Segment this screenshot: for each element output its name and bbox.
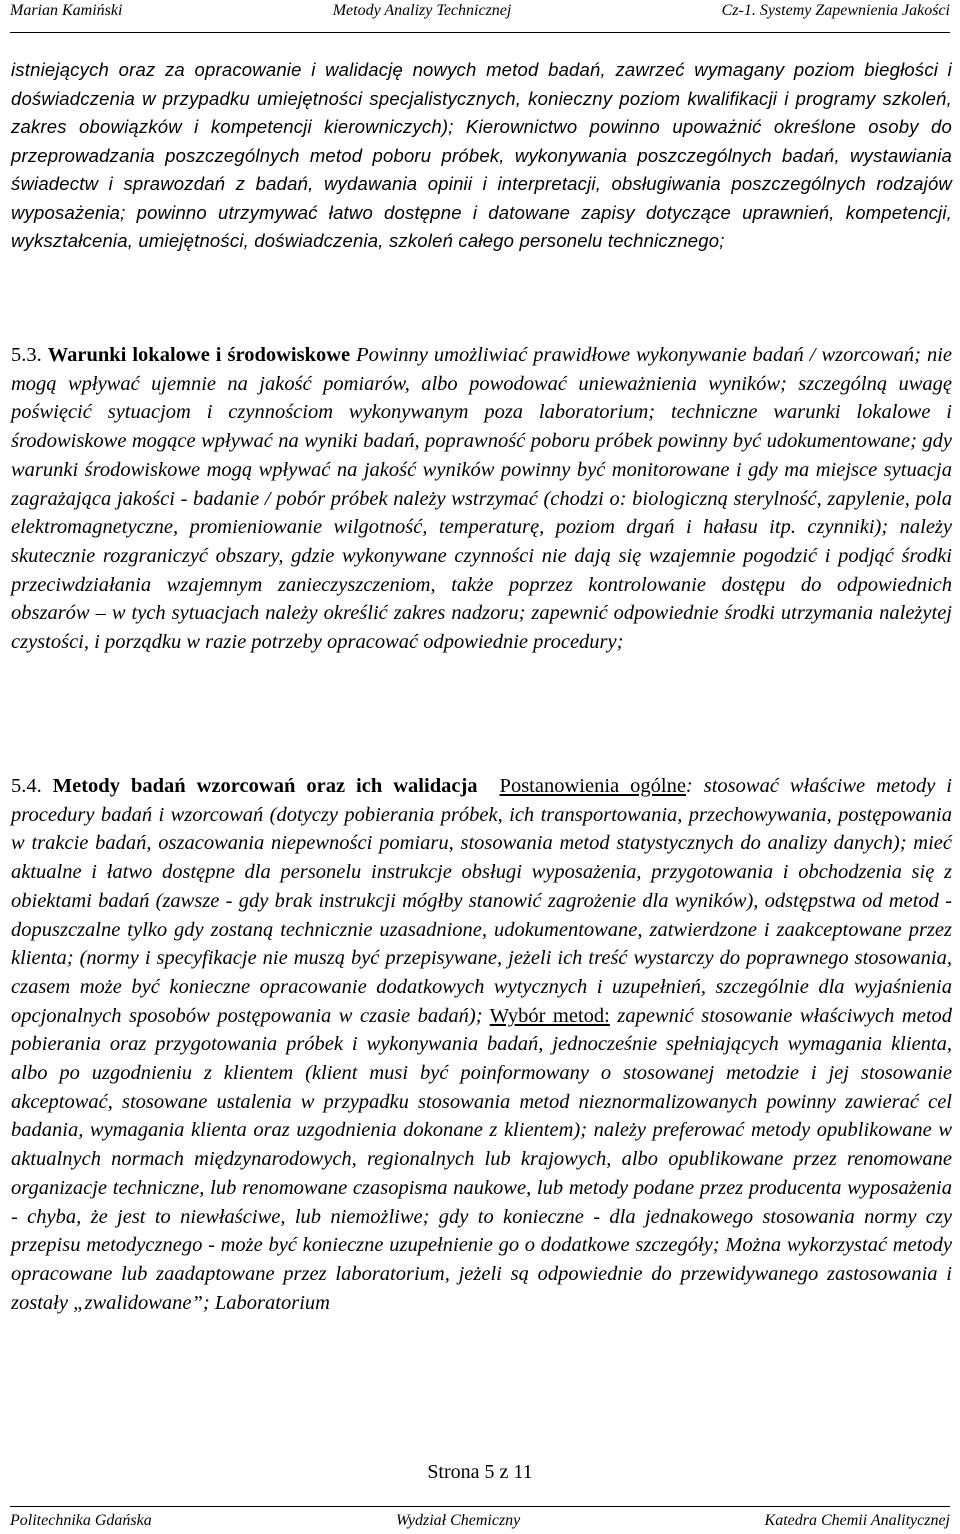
header-course: Metody Analizy Technicznej [332,2,512,19]
subsection-text-general: : stosować właściwe metody i procedury badań i wzorcowań (dotyczy pobierania próbek, ich transportowania, przechowywania, postępowania w trakcie badań, oszacowania niepewności pomiaru, stosowania metod statystycznych do analizy danych); mieć aktualne i łatwo dostępne dla personelu instrukcje obsługi wyposażenia, przygotowania i obchodzenia się z obiektami badań (zawsze - gdy brak instrukcji mógłby stanowić zagrożenie dla wyników), odstępstwa od metod - dopuszczalne tylko gdy zostaną technicznie uzasadnione, udokumentowane, zatwierdzone i zaakceptowane przez klienta; (normy i specyfikacje nie muszą być przepisywane, jeżeli ich treść wystarczy do poprawnego stosowania, czasem może być konieczne opracowanie dodatkowych wytycznych i uzupełnień, szczególnie dla wyjaśnienia opcjonalnych sposobów postępowania w czasie badań); [11,775,953,1027]
section-title: Metody badań wzorcowań oraz ich walidacja [52,775,478,797]
footer-department: Katedra Chemii Analitycznej [764,1512,950,1529]
section-number: 5.3. [11,344,42,366]
section-5-4 [11,772,952,1317]
footer-university: Politechnika Gdańska [10,1512,152,1529]
section-title: Warunki lokalowe i środowiskowe [47,344,351,366]
footer-faculty: Wydział Chemiczny [396,1512,521,1529]
section-number: 5.4. [11,775,42,797]
section-text: Powinny umożliwiać prawidłowe wykonywanie badań / wzorcowań; nie mogą wpływać ujemnie na jakość pomiarów, albo powodować unieważnienia wyników; szczególną uwagę poświęcić sytuacjom i czynnościom wykonywanym poza laboratorium; techniczne warunki lokalowe i środowiskowe mogące wpływać na wyniki badań, poprawność poboru próbek powinny być udokumentowane; gdy warunki środowiskowe mogą wpływać na jakość wyników powinny być monitorowane i gdy ma miejsce sytuacja zagrażająca jakości - badanie / pobór próbek należy wstrzymać (chodzi o: biologiczną sterylność, zapylenie, pola elektromagnetyczne, promieniowanie wilgotność, temperaturę, poziom drgań i hałasu itp. czynniki); należy skutecznie rozgraniczyć obszary, gdzie wykonywane czynności nie dają się wzajemnie pogodzić i podjąć środki przeciwdziałania wzajemnym zanieczyszczeniom, także poprzez kontrolowanie dostępu do odpowiednich obszarów – w tych sytuacjach należy określić zakres nadzoru; zapewnić odpowiednie środki utrzymania należytej czystości, i porządku w razie potrzeby opracować odpowiednie procedury; [11,344,952,654]
section-5-3 [11,341,952,657]
header-author: Marian Kamiński [10,2,123,19]
paragraph-personnel [11,56,952,256]
page-header [10,0,950,33]
page-footer [10,1506,950,1533]
subsection-text-method-choice: zapewnić stosowanie właściwych metod pobierania oraz przygotowania próbek i wykonywania badań, jednocześnie spełniających wymagania klienta, albo po uzgodnieniu z klientem (klient musi być poinformowany o stosowanej metodzie i jej stosowanie akceptować, stosowane ustalenia w przypadku stosowania metod nieznormalizowanych powinny zawierać cel badania, wymagania klienta oraz uzgodnienia dokonane z klientem); należy preferować metody opublikowane w aktualnych normach międzynarodowych, regionalnych lub krajowych, albo opublikowane przez renomowane organizacje techniczne, lub renomowane czasopisma naukowe, lub metody podane przez producenta wyposażenia - chyba, że jest to niewłaściwe, lub niemożliwe; gdy to konieczne - dla jednakowego stosowania normy czy przepisu metodycznego - może być konieczne uzupełnienie go o dodatkowe szczegóły; Można wykorzystać metody opracowane lub zaadaptowane przez laboratorium, jeżeli są odpowiednie do przewidywanego zastosowania i zostały „zwalidowane”; Laboratorium [11,1004,953,1314]
subsection-label-method-choice: Wybór metod: [489,1004,610,1027]
header-chapter: Cz-1. Systemy Zapewnienia Jakości [721,2,950,19]
page-number: Strona 5 z 11 [427,1461,533,1483]
paragraph-personnel-text: istniejących oraz za opracowanie i walidację nowych metod badań, zawrzeć wymagany poziom biegłości i doświadczenia w przypadku umiejętności specjalistycznych, konieczny poziom kwalifikacji i programy szkoleń, zakres obowiązków i kompetencji kierowniczych); Kierownictwo powinno upoważnić określone osoby do przeprowadzania poszczególnych metod poboru próbek, wykonywania poszczególnych badań, wystawiania świadectw i sprawozdań z badań, wydawania opinii i interpretacji, obsługiwania poszczególnych rodzajów wyposażenia; powinno utrzymywać łatwo dostępne i datowane zapisy dotyczące uprawnień, kompetencji, wykształcenia, umiejętności, doświadczenia, szkoleń całego personelu technicznego; [11,59,952,251]
subsection-label-general: Postanowienia ogólne [499,775,686,797]
